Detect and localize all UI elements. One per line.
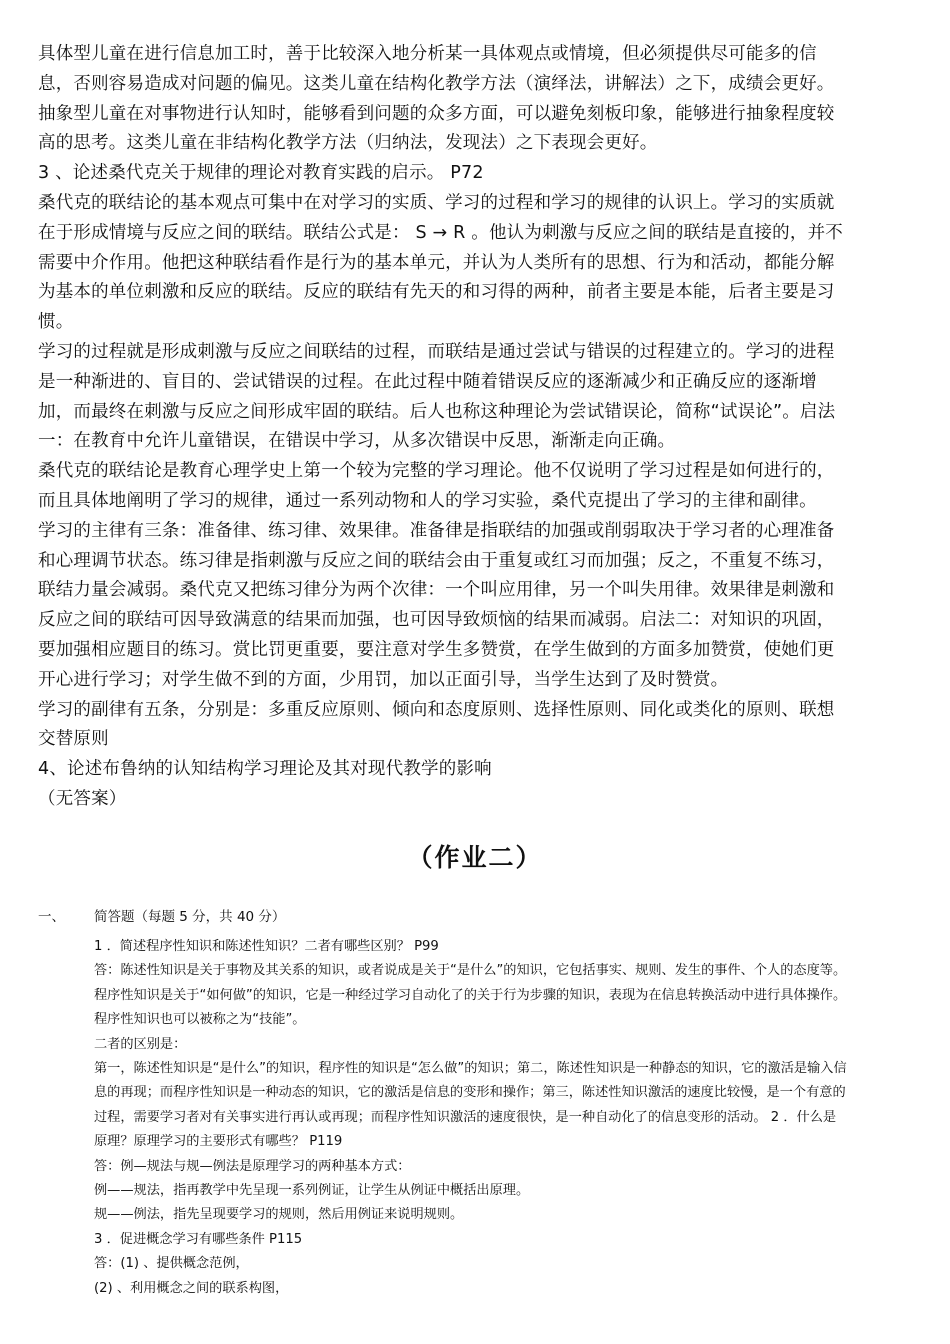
text-line: 学习的过程就是形成刺激与反应之间联结的过程，而联结是通过尝试与错误的过程建立的。学习的进程 [38, 341, 835, 362]
text-line: 例——规法，指再教学中先呈现一系列例证，让学生从例证中概括出原理。 [94, 1183, 530, 1199]
text-line: （无答案） [38, 788, 127, 809]
text-line: 具体型儿童在进行信息加工时，善于比较深入地分析某一具体观点或情境，但必须提供尽可能多的信 [38, 44, 817, 64]
text-line: (2) 、利用概念之间的联系构图， [94, 1280, 289, 1296]
text-line: 学习的主律有三条：准备律、练习律、效果律。准备律是指联结的加强或削弱取决于学习者的心理准备 [38, 520, 835, 541]
section-number: 一、 [38, 909, 65, 925]
text-line: 程序性知识是关于“如何做”的知识，它是一种经过学习自动化了的关于行为步骤的知识，表现为在信息转换活动中进行具体操作。 [94, 987, 847, 1003]
question-line: 4、论述布鲁纳的认知结构学习理论及其对现代教学的影响 [38, 759, 492, 780]
top-text-block [38, 40, 916, 815]
question-line: 3 ．促进概念学习有哪些条件 P115 [94, 1231, 303, 1247]
text-line: 要加强相应题目的练习。赏比罚更重要，要注意对学生多赞赏，在学生做到的方面多加赞赏，使她们更 [38, 639, 835, 660]
section-heading: （作业二） [407, 843, 543, 872]
text-line: 息的再现；而程序性知识是一种动态的知识，它的激活是信息的变形和操作；第三，陈述性知识激活的速度比较慢，是一个有意的 [94, 1085, 846, 1101]
section-title: 简答题（每题 5 分，共 40 分） [94, 909, 286, 925]
text-line: 是一种渐进的、盲目的、尝试错误的过程。在此过程中随着错误反应的逐渐减少和正确反应的逐渐增 [38, 371, 817, 392]
text-line: 为基本的单位刺激和反应的联结。反应的联结有先天的和习得的两种，前者主要是本能，后者主要是习 [38, 282, 835, 303]
text-line: 一：在教育中允许儿童错误，在错误中学习，从多次错误中反思，渐渐走向正确。 [38, 431, 676, 452]
text-line: 答：(1) 、提供概念范例， [94, 1256, 249, 1272]
text-line: 学习的副律有五条，分别是：多重反应原则、倾向和态度原则、选择性原则、同化或类化的原则、联想 [38, 699, 835, 720]
text-line: 桑代克的联结论的基本观点可集中在对学习的实质、学习的过程和学习的规律的认识上。学习的实质就 [38, 192, 835, 213]
text-line: 联结力量会减弱。桑代克又把练习律分为两个次律：一个叫应用律，另一个叫失用律。效果律是刺激和 [38, 580, 835, 601]
bottom-text-block [94, 935, 918, 1301]
text-line: 过程，需要学习者对有关事实进行再认或再现；而程序性知识激活的速度很快，是一种自动化了的信息变形的活动。 2 ．什么是 [94, 1109, 837, 1125]
text-line: 高的思考。这类儿童在非结构化教学方法（归纳法，发现法）之下表现会更好。 [38, 133, 658, 154]
text-line: 第一，陈述性知识是“是什么”的知识，程序性的知识是“怎么做”的知识；第二，陈述性知识是一种静态的知识，它的激活是输入信 [94, 1061, 847, 1077]
text-line: 程序性知识也可以被称之为“技能”。 [94, 1012, 306, 1028]
text-line: 惯。 [38, 312, 74, 333]
text-line: 抽象型儿童在对事物进行认知时，能够看到问题的众多方面，可以避免刻板印象，能够进行抽象程度较 [38, 103, 835, 124]
text-line: 原理？原理学习的主要形式有哪些？ P119 [94, 1134, 343, 1150]
question-line: 3 、论述桑代克关于规律的理论对教育实践的启示。 P72 [38, 163, 484, 184]
text-line: 答：例—规法与规—例法是原理学习的两种基本方式： [94, 1158, 411, 1174]
text-line: 规——例法，指先呈现要学习的规则，然后用例证来说明规则。 [94, 1207, 464, 1223]
text-line: 答：陈述性知识是关于事物及其关系的知识，或者说成是关于“是什么”的知识，它包括事实、规则、发生的事件、个人的态度等。 [94, 963, 847, 979]
text-line: 而且具体地阐明了学习的规律，通过一系列动物和人的学习实验，桑代克提出了学习的主律和副律。 [38, 490, 817, 511]
text-line: 和心理调节状态。练习律是指刺激与反应之间的联结会由于重复或红习而加强；反之，不重复不练习， [38, 550, 835, 571]
text-line: 息，否则容易造成对问题的偏见。这类儿童在结构化教学方法（演绎法，讲解法）之下，成绩会更好。 [38, 73, 835, 94]
text-line: 开心进行学习；对学生做不到的方面，少用罚，加以正面引导，当学生达到了及时赞赏。 [38, 669, 729, 690]
text-line: 需要中介作用。他把这种联结看作是行为的基本单元，并认为人类所有的思想、行为和活动，都能分解 [38, 252, 835, 273]
text-line: 在于形成情境与反应之间的联结。联结公式是： S → R 。他认为刺激与反应之间的联结是直接的，并不 [38, 222, 843, 243]
text-line: 交替原则 [38, 729, 109, 750]
text-line: 反应之间的联结可因导致满意的结果而加强，也可因导致烦恼的结果而减弱。启法二：对知识的巩固， [38, 610, 835, 631]
text-line: 加，而最终在刺激与反应之间形成牢固的联结。后人也称这种理论为尝试错误论，简称“试误论”。启法 [38, 401, 836, 422]
text-line: 二者的区别是： [94, 1036, 187, 1052]
question-line: 1 ．简述程序性知识和陈述性知识？二者有哪些区别？ P99 [94, 939, 439, 954]
text-line: 桑代克的联结论是教育心理学史上第一个较为完整的学习理论。他不仅说明了学习过程是如何进行的， [38, 461, 835, 482]
